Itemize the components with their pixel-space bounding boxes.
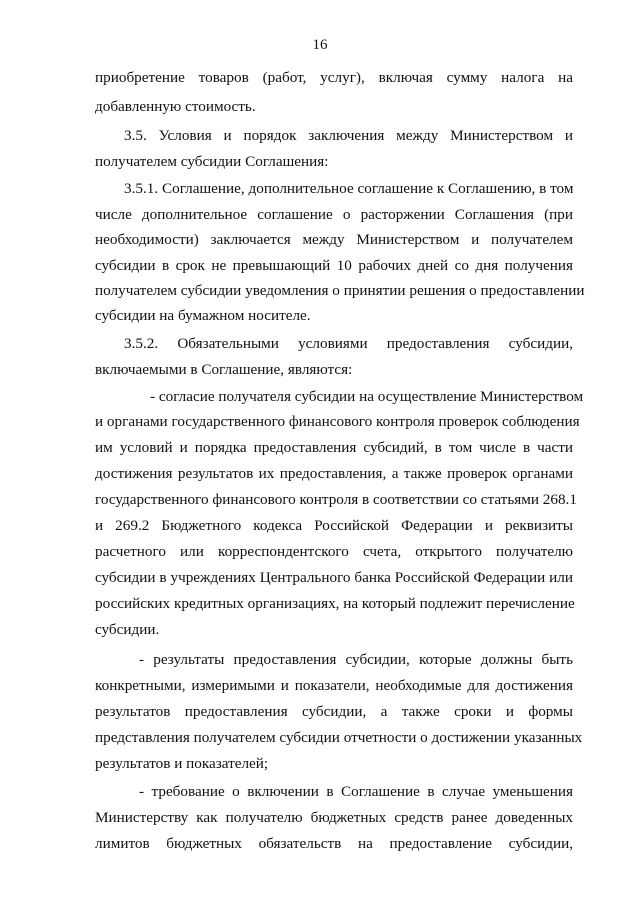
text-line: получателем субсидии Соглашения: bbox=[95, 153, 329, 170]
text-line: - результаты предоставления субсидии, которые должны быть bbox=[139, 651, 573, 668]
text-line: результатов предоставления субсидии, а также сроки и формы bbox=[95, 703, 573, 720]
text-line: государственного финансового контроля в соответствии со статьями 268.1 bbox=[95, 491, 577, 508]
text-line: субсидии. bbox=[95, 621, 160, 638]
text-line: и органами государственного финансового контроля проверок соблюдения bbox=[95, 413, 580, 430]
text-line: им условий и порядка предоставления субсидий, в том числе в части bbox=[95, 439, 573, 456]
text-line: включаемыми в Соглашение, являются: bbox=[95, 361, 353, 378]
text-line: - согласие получателя субсидии на осуществление Министерством bbox=[150, 388, 584, 405]
text-line: получателем субсидии уведомления о принятии решения о предоставлении bbox=[95, 282, 585, 299]
text-line: российских кредитных организациях, на который подлежит перечисление bbox=[95, 595, 575, 612]
text-line: Министерству как получателю бюджетных средств ранее доведенных bbox=[95, 809, 573, 826]
page-number: 16 bbox=[312, 37, 328, 53]
text-line: необходимости) заключается между Министерством и получателем bbox=[95, 231, 573, 248]
text-line: 3.5. Условия и порядок заключения между Министерством и bbox=[124, 127, 573, 144]
text-line: приобретение товаров (работ, услуг), включая сумму налога на bbox=[95, 69, 573, 86]
text-line: достижения результатов их предоставления, а также проверок органами bbox=[95, 465, 573, 482]
text-line: 3.5.2. Обязательными условиями предоставления субсидии, bbox=[124, 335, 573, 352]
text-line: представления получателем субсидии отчетности о достижении указанных bbox=[95, 729, 583, 746]
text-line: 3.5.1. Соглашение, дополнительное соглашение к Соглашению, в том bbox=[124, 180, 574, 197]
text-line: числе дополнительное соглашение о расторжении Соглашения (при bbox=[95, 206, 573, 223]
text-line: субсидии на бумажном носителе. bbox=[95, 307, 311, 324]
text-line: расчетного или корреспондентского счета, открытого получателю bbox=[95, 543, 573, 560]
text-line: - требование о включении в Соглашение в случае уменьшения bbox=[139, 783, 573, 800]
text-line: и 269.2 Бюджетного кодекса Российской Федерации и реквизиты bbox=[95, 517, 573, 534]
text-line: субсидии в учреждениях Центрального банка Российской Федерации или bbox=[95, 569, 573, 586]
text-line: конкретными, измеримыми и показатели, необходимые для достижения bbox=[95, 677, 573, 694]
text-line: результатов и показателей; bbox=[95, 755, 269, 772]
text-line: лимитов бюджетных обязательств на предоставление субсидии, bbox=[95, 835, 573, 852]
text-line: добавленную стоимость. bbox=[95, 98, 256, 115]
text-line: субсидии в срок не превышающий 10 рабочих дней со дня получения bbox=[95, 257, 573, 274]
